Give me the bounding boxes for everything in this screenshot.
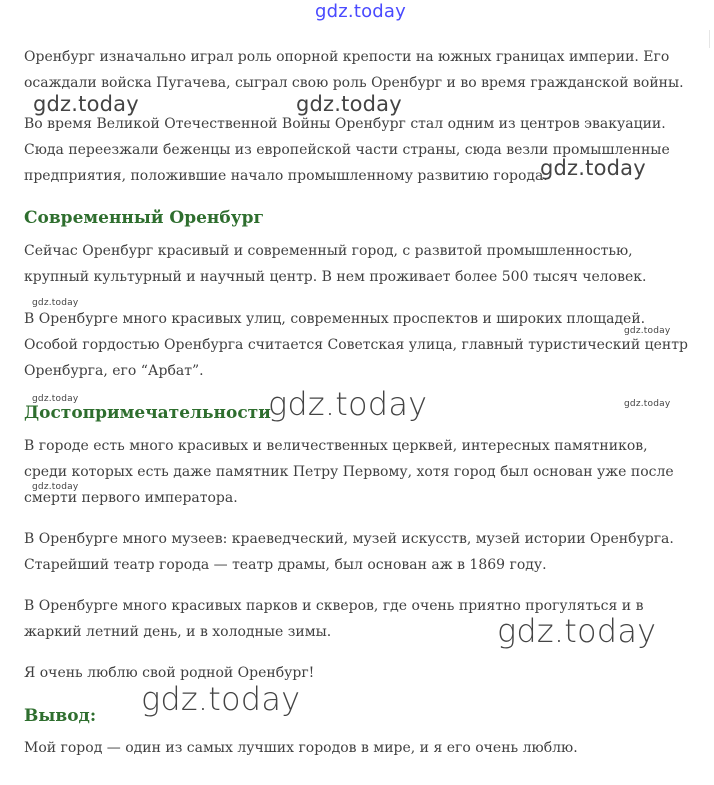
paragraph-sights-1: В городе есть много красивых и величественных церквей, интересных памятников, среди которых есть даже памятник Петру Первому, хотя город был основан уже после смерти первого императора. [24, 438, 674, 506]
heading-sights: Достопримечательности [24, 403, 271, 423]
paragraph-history-2: Во время Великой Отечественной Войны Оренбург стал одним из центров эвакуации. Сюда переезжали беженцы из европейской части страны, сюда везли промышленные предприятия, положившие начало промышленному развитию города. [24, 116, 670, 184]
paragraph-modern-1: Сейчас Оренбург красивый и современный город, с развитой промышленностью, крупный культурный и научный центр. В нем проживает более 500 тысяч человек. [24, 243, 647, 285]
paragraph-sights-3: В Оренбурге много красивых парков и скверов, где очень приятно прогуляться и в жаркий летний день, и в холодные зимы. [24, 598, 644, 640]
watermark: gdz.today [268, 385, 428, 423]
watermark: gdz.today [32, 482, 79, 492]
watermark: gdz.today [296, 92, 402, 116]
watermark: gdz.today [624, 326, 671, 336]
watermark: gdz.today [32, 394, 79, 404]
paragraph-conclusion: Мой город — один из самых лучших городов в мире, и я его очень люблю. [24, 740, 578, 756]
watermark: gdz.today [141, 680, 301, 718]
watermark: gdz.today [497, 612, 657, 650]
paragraph-modern-2: В Оренбурге много красивых улиц, современных проспектов и широких площадей. Особой гордостью Оренбурга считается Советская улица, главный туристический центр Оренбурга, его “Арбат”. [24, 311, 688, 379]
paragraph-sights-2: В Оренбурге много музеев: краеведческий, музей искусств, музей истории Оренбурга. Старейший театр города — театр драмы, был основан аж в 1869 году. [24, 531, 674, 573]
heading-modern-orenburg: Современный Оренбург [24, 208, 264, 228]
heading-conclusion: Вывод: [24, 706, 97, 726]
scrollbar-edge [709, 30, 710, 48]
paragraph-love: Я очень люблю свой родной Оренбург! [24, 665, 315, 681]
watermark: gdz.today [624, 399, 671, 409]
watermark: gdz.today [32, 298, 79, 308]
watermark: gdz.today [33, 92, 139, 116]
watermark-top: gdz.today [315, 1, 407, 22]
watermark: gdz.today [540, 156, 646, 180]
paragraph-history-1: Оренбург изначально играл роль опорной крепости на южных границах империи. Его осаждали войска Пугачева, сыграл свою роль Оренбург и во время гражданской войны. [24, 49, 684, 91]
